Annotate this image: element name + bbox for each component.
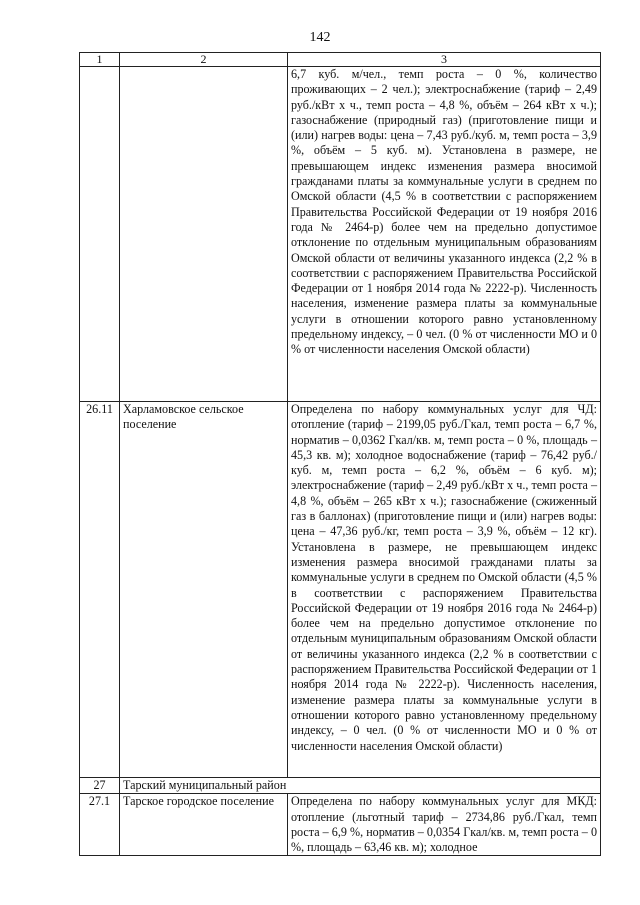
row-description: Определена по набору коммунальных услуг для ЧД: отопление (тариф – 2199,05 руб./Гкал, темп роста – 6,7 %, норматив – 0,0362 Гкал/кв. м, темп роста – 0 %, площадь – 45,3 кв. м); холодное водоснабжение (тариф – 76,42 руб./куб. м, темп роста – 6,2 %, объём – 6 куб. м); электроснабжение (тариф – 2,49 руб./кВт х ч., темп роста – 4,8 %, объём – 265 кВт х ч.); газоснабжение (сжиженный газ в баллонах) (приготовление пищи и (или) нагрев воды: цена – 47,36 руб./кг, темп роста – 3,9 %, объём – 12 кг). Установлена в размере, не превышающем индекс изменения размера вносимой гражданами платы за коммунальные услуги в среднем по Омской области (4,5 % в соответствии с распоряжением Правительства Российской Федерации от 19 ноября 2016 года № 2464-р) более чем на предельно допустимое отклонение по отдельным муниципальным образованиям Омской области от величины указанного индекса (2,2 % в соответствии с распоряжением Правительства Российской Федерации от 1 ноября 2014 года № 2222-р). Численность населения, изменение размера платы за коммунальные услуги в отношении которого равно установленному предельному индексу, – 0 чел. (0 % от численности МО и 0 % от численности населения Омской области): [288, 402, 601, 778]
header-cell-2: 2: [120, 53, 288, 67]
table-row: [80, 67, 601, 402]
header-cell-1: 1: [80, 53, 120, 67]
row-number: 27: [80, 778, 120, 794]
page-number: 142: [309, 30, 331, 45]
settlement-name: [120, 67, 288, 402]
header-cell-3: 3: [288, 53, 601, 67]
settlement-name: Харламовское сельское поселение: [120, 402, 288, 778]
district-name: Тарский муниципальный район: [120, 778, 601, 794]
data-table: [79, 52, 601, 856]
table-header-row: [80, 53, 601, 67]
row-description: 6,7 куб. м/чел., темп роста – 0 %, количество проживающих – 2 чел.); электроснабжение (тариф – 2,49 руб./кВт х ч., темп роста – 4,8 %, объём – 264 кВт х ч.); газоснабжение (природный газ) (приготовление пищи и (или) нагрев воды: цена – 7,43 руб./куб. м, темп роста – 3,9 %, объём – 5 куб. м). Установлена в размере, не превышающем индекс изменения размера вносимой гражданами платы за коммунальные услуги в среднем по Омской области (4,5 % в соответствии с распоряжением Правительства Российской Федерации от 19 ноября 2016 года № 2464-р) более чем на предельно допустимое отклонение по отдельным муниципальным образованиям Омской области от величины указанного индекса (2,2 % в соответствии с распоряжением Правительства Российской Федерации от 1 ноября 2014 года № 2222-р). Численность населения, изменение размера платы за коммунальные услуги в отношении которого равно установленному предельному индексу, – 0 чел. (0 % от численности МО и 0 % от численности населения Омской области): [288, 67, 601, 402]
row-description: Определена по набору коммунальных услуг для МКД: отопление (льготный тариф – 2734,86 руб./Гкал, темп роста – 6,9 %, норматив – 0,0354 Гкал/кв. м, темп роста – 0 %, площадь – 63,46 кв. м); холодное: [288, 794, 601, 856]
table-row: [80, 402, 601, 778]
settlement-name: Тарское городское поселение: [120, 794, 288, 856]
row-number: 26.11: [80, 402, 120, 778]
table-row: [80, 778, 601, 794]
row-number: 27.1: [80, 794, 120, 856]
row-number: [80, 67, 120, 402]
table-row: [80, 794, 601, 856]
